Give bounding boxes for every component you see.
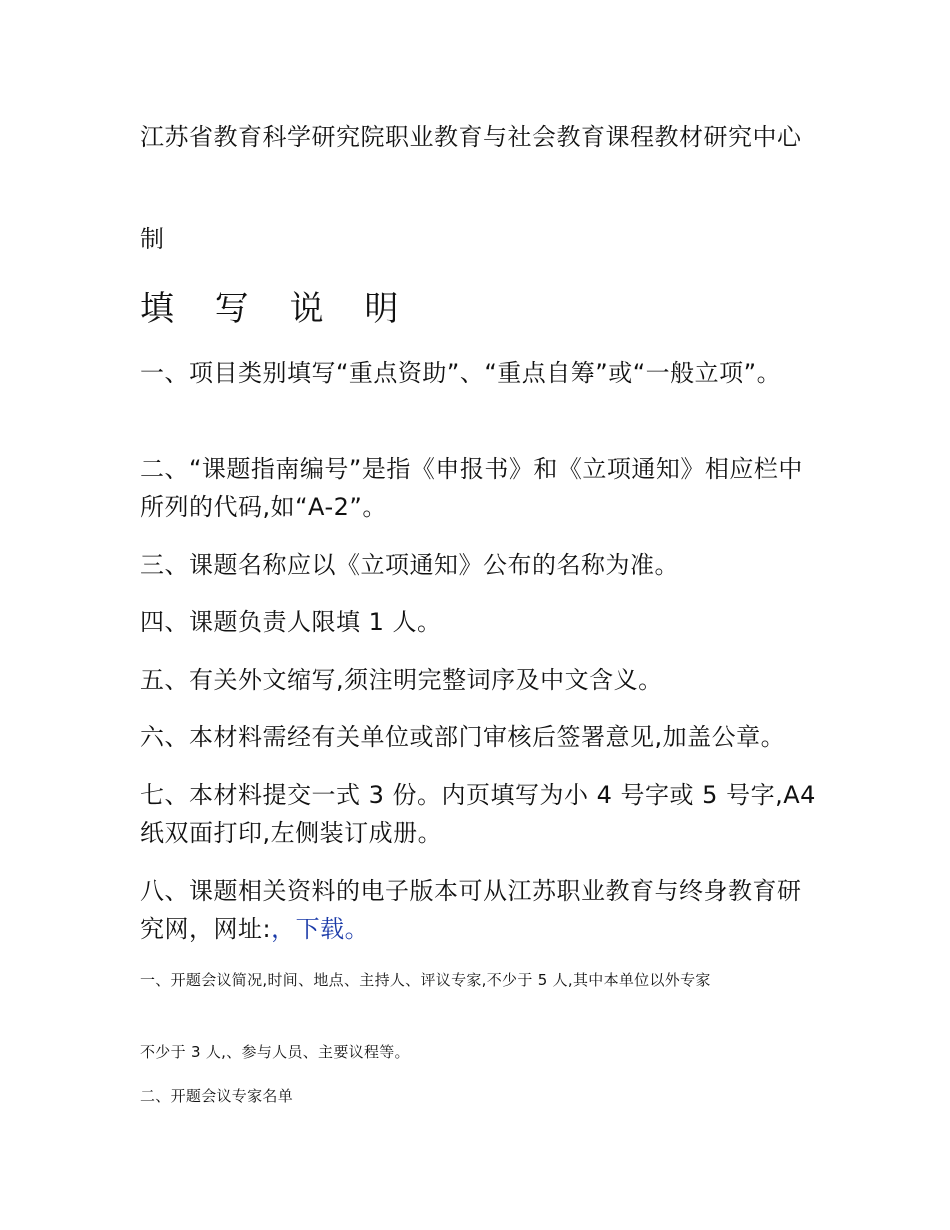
instruction-8-text: 八、课题相关资料的电子版本可从江苏职业教育与终身教育研究网，网址: bbox=[140, 877, 802, 943]
instruction-5: 五、有关外文缩写,须注明完整词序及中文含义。 bbox=[140, 666, 663, 694]
institution-name: 江苏省教育科学研究院职业教育与社会教育课程教材研究中心 bbox=[140, 123, 802, 151]
made-by-label: 制 bbox=[140, 225, 165, 253]
meeting-summary-continued: 不少于 3 人,、参与人员、主要议程等。 bbox=[140, 1043, 410, 1061]
page-title: 填 写 说 明 bbox=[140, 289, 414, 329]
instruction-8 bbox=[140, 872, 820, 948]
instruction-6: 六、本材料需经有关单位或部门审核后签署意见,加盖公章。 bbox=[140, 723, 786, 751]
instruction-1: 一、项目类别填写“重点资助”、“重点自筹”或“一般立项”。 bbox=[140, 359, 782, 387]
instruction-4: 四、课题负责人限填 1 人。 bbox=[140, 608, 442, 636]
expert-list-heading: 二、开题会议专家名单 bbox=[140, 1087, 294, 1105]
instruction-2: 二、“课题指南编号”是指《申报书》和《立项通知》相应栏中所列的代码,如“A-2”。 bbox=[140, 455, 803, 521]
instruction-7: 七、本材料提交一式 3 份。内页填写为小 4 号字或 5 号字,A4 纸双面打印,左侧装订成册。 bbox=[140, 781, 816, 847]
download-link[interactable]: ，下载。 bbox=[271, 915, 370, 943]
meeting-summary-line: 一、开题会议简况,时间、地点、主持人、评议专家,不少于 5 人,其中本单位以外专家 bbox=[140, 971, 711, 989]
instruction-3: 三、课题名称应以《立项通知》公布的名称为准。 bbox=[140, 551, 679, 579]
